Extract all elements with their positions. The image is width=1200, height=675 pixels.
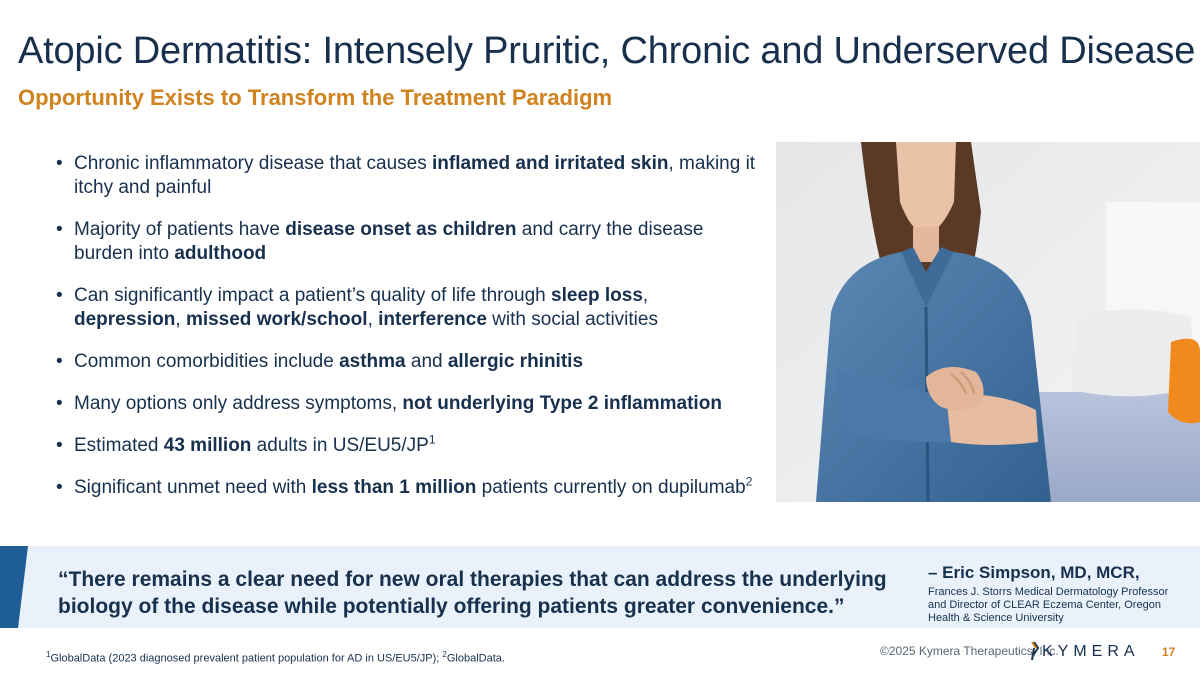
bullet-bold-text: asthma [339, 351, 406, 372]
bullet-dot-icon: • [56, 351, 63, 372]
bullet-dot-icon: • [56, 285, 63, 306]
footnote-marker-1: 1 [46, 650, 51, 659]
bullet-dot-icon: • [56, 435, 63, 456]
page-number: 17 [1162, 645, 1176, 659]
footnote-marker-2: 2 [442, 650, 447, 659]
bullet-bold-text: interference [378, 309, 487, 330]
bullet-text: Majority of patients have [74, 219, 286, 240]
bullet-list [56, 152, 756, 518]
bullet-text: , [367, 309, 379, 330]
slide-subtitle: Opportunity Exists to Transform the Treatment Paradigm [18, 85, 613, 110]
quote-text: “There remains a clear need for new oral therapies that can address the underlying biology of the disease while potentially offering patients greater convenience.” [58, 568, 887, 618]
bullet-text: , [175, 309, 186, 330]
bullet-bold-text: disease onset as children [285, 219, 517, 240]
bullet-bold-text: depression [74, 309, 176, 330]
slide-title: Atopic Dermatitis: Intensely Pruritic, Chronic and Underserved Disease [18, 30, 1196, 72]
bullet-bold-text: missed work/school [185, 309, 368, 330]
bullet-item [56, 350, 756, 374]
bullet-text: and carry the disease burden into [74, 219, 704, 264]
bullet-bold-text: 43 million [163, 435, 252, 456]
bullet-text: , making it itchy and painful [74, 153, 756, 198]
bullet-bold-text: inflamed and irritated skin [432, 153, 669, 174]
bullet-superscript: 2 [745, 474, 753, 489]
footnote-text-1: GlobalData (2023 diagnosed prevalent patient population for AD in US/EU5/JP); [50, 652, 443, 665]
copyright: ©2025 Kymera Therapeutics, Inc. [880, 644, 1059, 658]
bullet-bold-text: sleep loss [551, 285, 643, 306]
bullet-bold-text: allergic rhinitis [447, 351, 584, 372]
bullet-bold-text: less than 1 million [311, 477, 477, 498]
quote-attribution-role: Frances J. Storrs Medical Dermatology Professor and Director of CLEAR Eczema Center, Oregon Health & Science University [928, 586, 1169, 624]
bullet-text: Many options only address symptoms, [74, 393, 403, 414]
bullet-text: Chronic inflammatory disease that causes [74, 153, 432, 174]
footnote-text-2: GlobalData. [446, 652, 505, 665]
bullet-bold-text: not underlying Type 2 inflammation [402, 393, 722, 414]
bullet-item [56, 284, 756, 332]
logo-wordmark: KYMERA [1042, 643, 1140, 660]
bullet-text: Estimated [74, 435, 164, 456]
bullet-item [56, 476, 756, 500]
bullet-text: and [405, 351, 448, 372]
bullet-dot-icon: • [56, 153, 63, 174]
bullet-text: Common comorbidities include [74, 351, 340, 372]
bullet-item [56, 434, 756, 458]
bullet-dot-icon: • [56, 219, 63, 240]
bullet-text: adults in US/EU5/JP [251, 435, 429, 456]
bullet-text: Significant unmet need with [74, 477, 312, 498]
bullet-item [56, 218, 756, 266]
quote-attribution-name: – Eric Simpson, MD, MCR, [928, 563, 1140, 582]
bullet-item [56, 392, 756, 416]
bullet-item [56, 152, 756, 200]
bullet-text: patients currently on dupilumab [476, 477, 746, 498]
bullet-dot-icon: • [56, 393, 63, 414]
woman-scratching-arm-icon [776, 142, 1200, 502]
kymera-logo [1030, 638, 1154, 664]
bullet-text: Can significantly impact a patient’s quality of life through [74, 285, 552, 306]
bullet-superscript: 1 [428, 432, 436, 447]
bullet-dot-icon: • [56, 477, 63, 498]
bullet-text: with social activities [486, 309, 658, 330]
footnote [46, 650, 505, 665]
bullet-text: , [642, 285, 649, 306]
patient-photo [776, 142, 1200, 502]
quote-accent-shape [0, 546, 36, 628]
bullet-bold-text: adulthood [174, 243, 267, 264]
